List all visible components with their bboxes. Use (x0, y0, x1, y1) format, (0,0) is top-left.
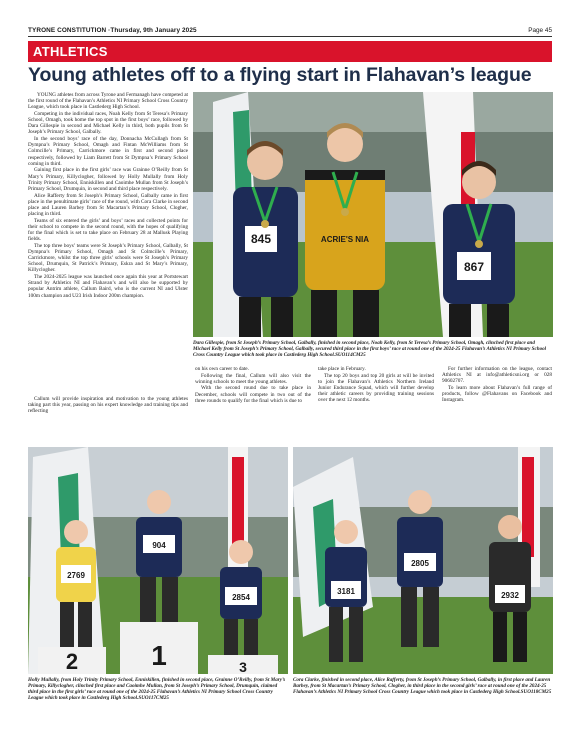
headline: Young athletes off to a flying start in Flahavan’s league (28, 64, 532, 86)
paragraph: Following the final, Callum will also visit the winning schools to meet the young athletes. (195, 372, 311, 385)
paper-name-date: TYRONE CONSTITUTION ·Thursday, 9th January 2025 (28, 27, 197, 34)
paragraph: Callum will provide inspiration and motivation to the young athletes taking part this year, passing on his expert knowledge and training tips and reflecting (28, 396, 188, 415)
paragraph: Alice Rafferty from St Joseph’s Primary School, Galbally came in first place in the penultimate girls’ race of the round, with Cora Clarke in second place and Lauren Barbey from St Macartan’s Primary School, Clogher, placing in third. (28, 192, 188, 217)
paragraph: YOUNG athletes from across Tyrone and Fermanagh have competed at the first round of the Flahavan’s Athletics NI Primary School Cross Country League, which took place in Castlederg High School. (28, 92, 188, 111)
photo-second-girls-race (293, 447, 553, 674)
bib-number: 2932 (501, 591, 519, 600)
bib-number: 2805 (411, 559, 429, 568)
jersey-text: ACRIE'S NIA (320, 235, 370, 244)
bib-number: 867 (463, 260, 485, 274)
photo-caption: Holly Mullally, from Holy Trinity Primary School, Enniskillen, finished in second place, Grainne O’Reilly, from St Mary’s Primary, Killyclogher, clinched first place and Caoimhe Mullan, from St Joseph’s Primary School, Drumquin, claimed third place in the first girls’ race at round one of the 2024-25 Flahavan’s Athletics NI Primary School Cross Country League which took place in Castlederg High School.SUO117CM25 (28, 677, 286, 702)
paragraph: Gaining first place in the first girls’ race was Grainne O’Reilly from St Mary’s Primary, Killyclogher, followed by Holly Mullally from Holy Trinity Primary School, Enniskillen and Caoimhe Mullan from St Joseph’s Primary School, Drumquin, in second and third place respectively. (28, 167, 188, 192)
photo-boys-race-winners (193, 92, 553, 337)
podium-number: 2 (65, 649, 79, 674)
paragraph: With the second round due to take place in December, schools will compete in two out of the three rounds to qualify for the final which is due to (195, 385, 311, 404)
paragraph: In the second boys’ race of the day, Donnacha McCullagh from St Dympna’s Primary School, Omagh and Fintan McWilliams from St Colmcille’s Primary, Carrickmore came in first and second place respectively, followed by Liam Barrett from St Dympna’s Primary School coming in third. (28, 136, 188, 167)
bib-number: 2769 (67, 571, 85, 580)
lead-column (28, 92, 188, 392)
paragraph: For further information on the league, contact Athletics NI at info@athleticsni.org or 028 90602707. (442, 366, 552, 385)
photo-caption: Dara Gillespie, from St Joseph’s Primary School, Galbally, finished in second place, Noah Kelly, from St Teresa’s Primary School, Omagh, clinched first place and Michael Kelly from St Joseph’s Primary School, Galbally, secured third place in the first boys’ race at round one of the 2024-25 Flahavan’s Athletics NI Primary School Cross Country League which took place in Castlederg High School.SUO114CM25 (193, 340, 547, 359)
bib-number: 845 (250, 232, 272, 246)
paragraph: Competing in the individual races, Noah Kelly from St Teresa’s Primary School, Omagh, took home the top spot in the first boys’ race, followed by Dara Gillespie in second and Michael Kelly in third, both pupils from St Joseph’s Primary School, Galbally. (28, 110, 188, 136)
bib-number: 2854 (232, 593, 250, 602)
paragraph: The 2024-2025 league was launched once again this year at Portstewart Strand by Athletics NI and Flahavan’s and will also be supported by popular Antrim athlete, Callum Baird, who is the current NI and Ulster 100m champion and U23 Irish Indoor 200m champion. (28, 274, 188, 299)
column-e (442, 366, 552, 442)
photo-girls-race-podium (28, 447, 288, 674)
paragraph: Teams of six entered the girls’ and boys’ races and collected points for their school to compete in the second round, with the hopes of qualifying for the final which is set to take place on February 28 at Mallusk Playing fields. (28, 217, 188, 243)
column-d (318, 366, 434, 442)
page-number: Page 45 (528, 27, 552, 34)
paragraph: on his own career to date. (195, 366, 249, 372)
section-bar (28, 41, 552, 62)
masthead (28, 25, 552, 37)
paragraph: take place in February. (318, 366, 366, 372)
paragraph: To learn more about Flahavan’s full range of products, follow @Flahavans on Facebook and Instagram. (442, 384, 552, 404)
podium-number: 1 (151, 640, 167, 671)
bib-number: 904 (152, 541, 166, 550)
bib-number: 3181 (337, 587, 355, 596)
podium-number: 3 (239, 659, 247, 674)
photo-caption: Cora Clarke, finished in second place, Alice Rafferty, from St Joseph’s Primary School, Galbally, in first place and Lauren Barbey, from St Macartan’s Primary School, Clogher, in third place in the second girls’ race at round one of the 2024-25 Flahavan’s Athletics NI Primary School Cross Country League which took place in Castlederg High School.SUO118CM25 (293, 677, 552, 696)
column-b (28, 396, 188, 442)
section-label: ATHLETICS (33, 44, 108, 59)
paragraph: The top three boys’ teams were St Joseph’s Primary School, Galbally, St Dympna’s Primary School, Omagh and St Colmcille’s Primary, Carrickmore, whilst the top three girls’ schools were St Joseph’s Primary School, Drumquin, St Patrick’s Primary, Eskra and St Mary’s Primary, Killyclogher. (28, 242, 188, 274)
column-c (195, 366, 311, 442)
paragraph: The top 20 boys and top 20 girls at will be invited to join the Flahavan’s Athletics Northern Ireland Junior Endurance Squad, which will further develop their athletic careers by providing training sessions over the next 12 months. (318, 372, 434, 404)
